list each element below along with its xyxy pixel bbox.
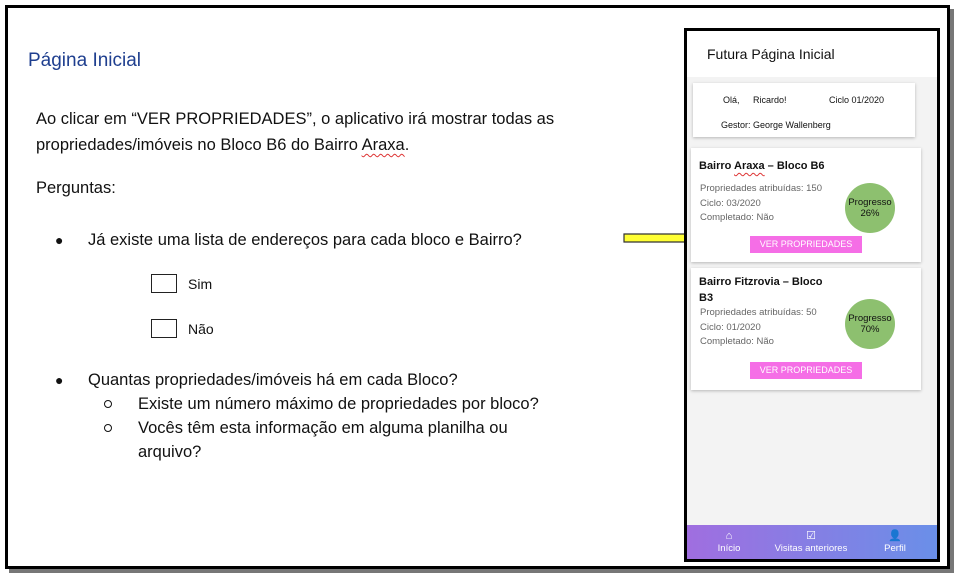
sub-bullet-ring: [104, 424, 112, 432]
completed-status: Completado: Não: [700, 212, 774, 223]
manager-label: Gestor: George Wallenberg: [721, 120, 831, 130]
view-properties-button[interactable]: VER PROPRIEDADES: [750, 236, 862, 253]
question-2b-line-2: arquivo?: [138, 443, 202, 461]
nav-label: Perfil: [884, 543, 906, 554]
assigned-properties: Propriedades atribuídas: 50: [700, 307, 817, 318]
phone-mockup: [684, 28, 940, 562]
app-body: [687, 77, 937, 525]
nav-perfil[interactable]: [873, 529, 917, 554]
slide-title: Página Inicial: [28, 50, 142, 71]
block-title: [699, 158, 825, 174]
bottom-navigation: [687, 525, 937, 559]
nav-label: Visitas anteriores: [774, 543, 848, 554]
checkbox-icon: ☑: [806, 530, 816, 542]
bullet-dot: ●: [55, 372, 64, 388]
checkbox-sim[interactable]: [151, 274, 177, 293]
questions-heading: Perguntas:: [36, 179, 116, 197]
cycle-label: Ciclo 01/2020: [829, 95, 885, 105]
nav-inicio[interactable]: [709, 529, 749, 554]
progress-badge: [845, 183, 895, 233]
description-paragraph: [36, 106, 596, 158]
person-icon: 👤: [888, 530, 902, 542]
user-name: Ricardo!: [753, 95, 787, 105]
question-2: Quantas propriedades/imóveis há em cada Bloco?: [88, 371, 458, 389]
checkbox-sim-label: Sim: [188, 276, 213, 292]
completed-status: Completado: Não: [700, 336, 774, 347]
block-title-end: – Bloco B6: [764, 160, 825, 172]
question-2b: [138, 416, 508, 464]
user-info-card: [693, 83, 915, 137]
progress-badge: [845, 299, 895, 349]
progress-value: 70%: [860, 324, 880, 335]
block-title-start: Bairro: [699, 160, 735, 172]
bullet-dot: ●: [55, 232, 64, 248]
checkbox-nao-label: Não: [188, 321, 214, 337]
nav-label: Início: [717, 543, 741, 554]
question-2a: Existe um número máximo de propriedades por bloco?: [138, 395, 539, 413]
block-details: [700, 182, 822, 226]
progress-label: Progresso: [848, 197, 892, 208]
description-line-2-end: .: [404, 136, 410, 154]
sub-bullet-ring: [104, 400, 112, 408]
block-title-line-1: Bairro Fitzrovia – Bloco: [699, 276, 823, 288]
block-title-line-2: B3: [699, 292, 714, 304]
assigned-properties: Propriedades atribuídas: 150: [700, 183, 822, 194]
spellcheck-word: Araxa: [361, 136, 405, 154]
app-title: Futura Página Inicial: [707, 46, 835, 62]
block-cycle: Ciclo: 03/2020: [700, 197, 761, 209]
block-details: [700, 306, 817, 350]
block-cycle: Ciclo: 01/2020: [700, 321, 761, 333]
spellcheck-word: Araxa: [734, 160, 765, 172]
question-2b-line-1: Vocês têm esta informação em alguma planilha ou: [138, 419, 508, 437]
question-1: Já existe uma lista de endereços para cada bloco e Bairro?: [88, 231, 522, 249]
progress-label: Progresso: [848, 313, 892, 324]
block-card: [691, 268, 921, 390]
app-header: [687, 31, 937, 77]
home-icon: ⌂: [725, 530, 733, 542]
view-properties-button[interactable]: VER PROPRIEDADES: [750, 362, 862, 379]
nav-visitas-anteriores[interactable]: [759, 529, 863, 554]
description-line-1: Ao clicar em “VER PROPRIEDADES”, o aplicativo irá mostrar todas as: [36, 110, 555, 128]
block-card: [691, 148, 921, 262]
description-line-2-start: propriedades/imóveis no Bloco B6 do Bairro: [36, 136, 362, 154]
greeting: Olá,: [723, 95, 740, 105]
slide: [5, 5, 950, 569]
progress-value: 26%: [860, 208, 880, 219]
block-title: [699, 274, 822, 306]
checkbox-nao[interactable]: [151, 319, 177, 338]
